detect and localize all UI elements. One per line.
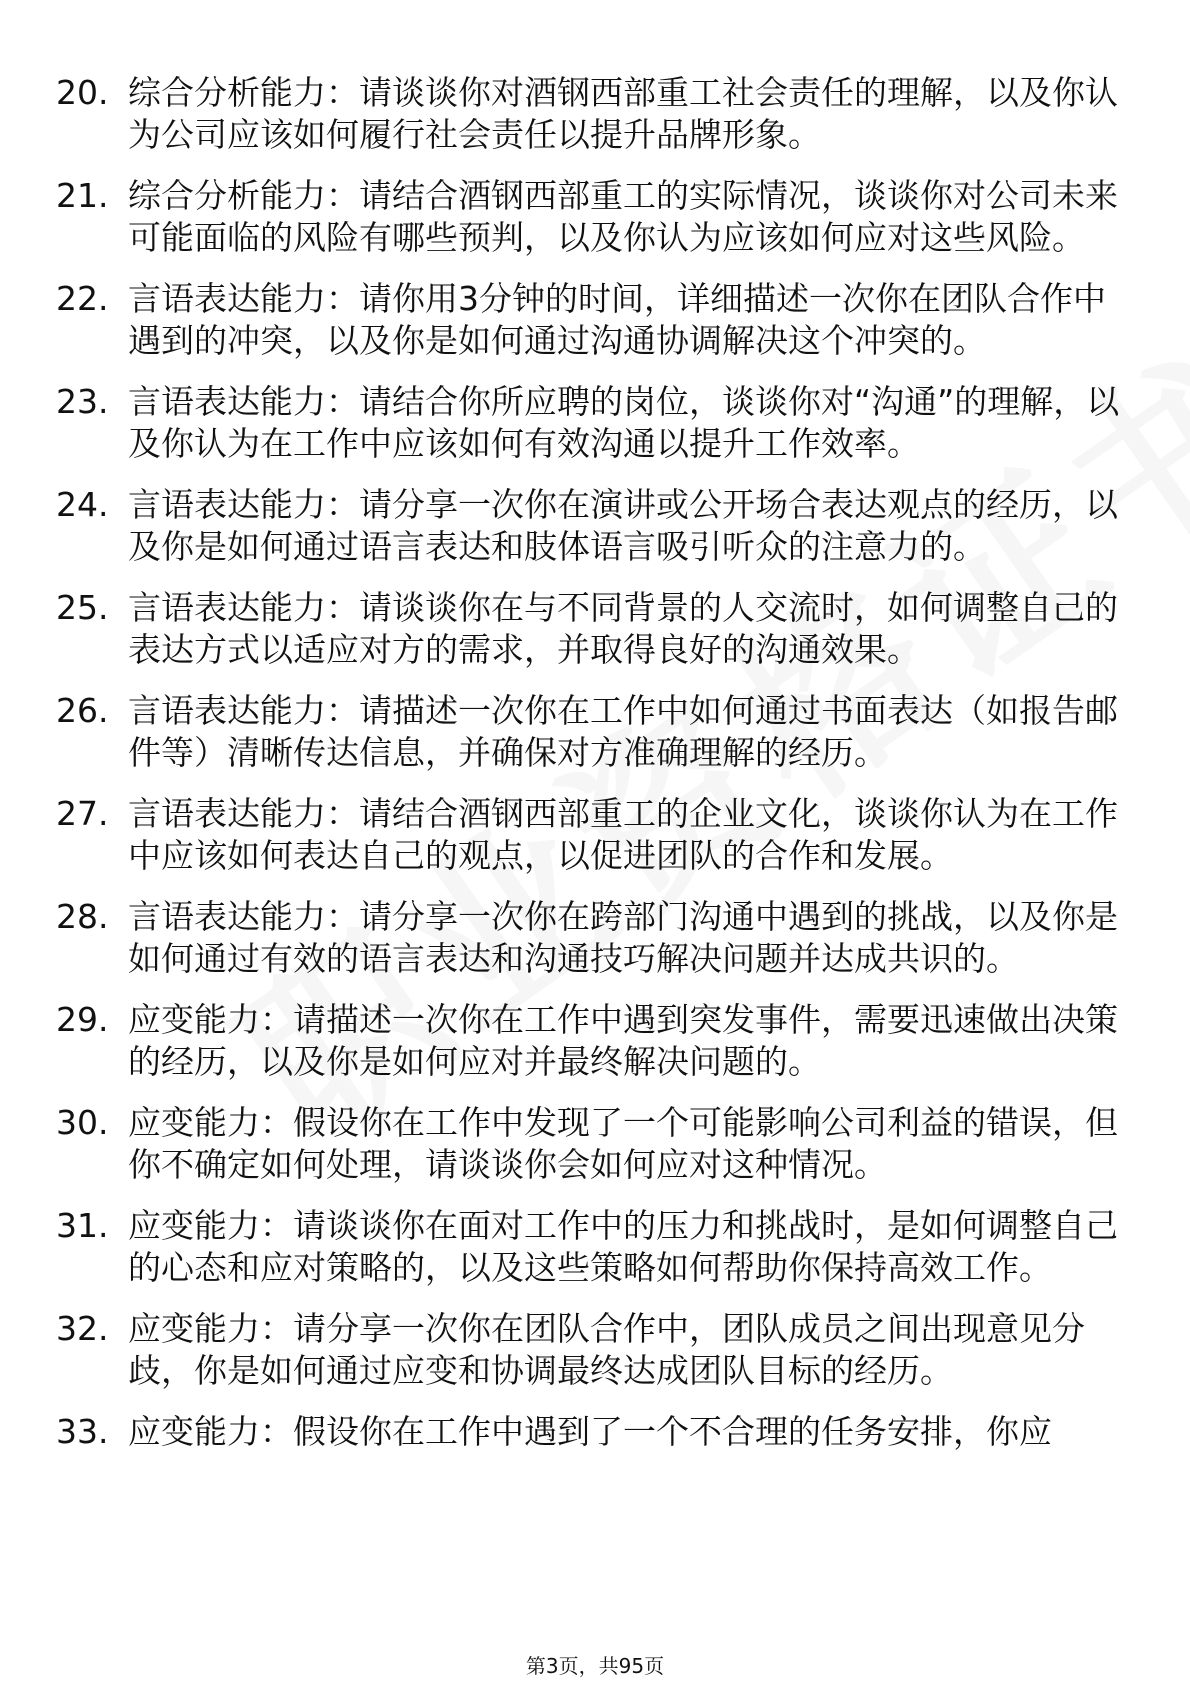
question-number: 29. [56,1000,109,1039]
question-item-20 [0,72,1190,156]
question-text: 言语表达能力：请分享一次你在跨部门沟通中遇到的挑战，以及你是如何通过有效的语言表达和沟通技巧解决问题并达成共识的。 [128,897,1118,978]
question-text: 综合分析能力：请谈谈你对酒钢西部重工社会责任的理解，以及你认为公司应该如何履行社会责任以提升品牌形象。 [128,73,1118,154]
question-list [0,72,1190,1472]
question-item-33 [0,1411,1190,1453]
question-number: 27. [56,794,109,833]
question-text: 言语表达能力：请分享一次你在演讲或公开场合表达观点的经历，以及你是如何通过语言表达和肢体语言吸引听众的注意力的。 [128,485,1118,566]
question-item-27 [0,793,1190,877]
question-item-28 [0,896,1190,980]
question-text: 言语表达能力：请结合酒钢西部重工的企业文化，谈谈你认为在工作中应该如何表达自己的观点，以促进团队的合作和发展。 [128,794,1118,875]
question-number: 32. [56,1309,109,1348]
question-number: 26. [56,691,109,730]
question-item-24 [0,484,1190,568]
question-item-31 [0,1205,1190,1289]
page-footer [0,1654,1190,1678]
question-text: 应变能力：请谈谈你在面对工作中的压力和挑战时，是如何调整自己的心态和应对策略的，以及这些策略如何帮助你保持高效工作。 [128,1206,1118,1287]
question-text: 应变能力：请分享一次你在团队合作中，团队成员之间出现意见分歧，你是如何通过应变和协调最终达成团队目标的经历。 [128,1309,1085,1390]
question-number: 28. [56,897,109,936]
question-text: 应变能力：假设你在工作中发现了一个可能影响公司利益的错误，但你不确定如何处理，请谈谈你会如何应对这种情况。 [128,1103,1118,1184]
page-number-label: 第3页，共95页 [525,1654,665,1678]
question-number: 23. [56,382,109,421]
question-item-23 [0,381,1190,465]
question-number: 30. [56,1103,109,1142]
question-item-26 [0,690,1190,774]
question-text: 言语表达能力：请谈谈你在与不同背景的人交流时，如何调整自己的表达方式以适应对方的需求，并取得良好的沟通效果。 [128,588,1118,669]
question-number: 20. [56,73,109,112]
question-number: 21. [56,176,109,215]
question-number: 31. [56,1206,109,1245]
question-text: 应变能力：请描述一次你在工作中遇到突发事件，需要迅速做出决策的经历，以及你是如何应对并最终解决问题的。 [128,1000,1118,1081]
question-item-25 [0,587,1190,671]
question-item-30 [0,1102,1190,1186]
question-number: 33. [56,1412,109,1451]
question-text: 言语表达能力：请你用3分钟的时间，详细描述一次你在团队合作中遇到的冲突，以及你是如何通过沟通协调解决这个冲突的。 [128,279,1106,360]
question-text: 言语表达能力：请描述一次你在工作中如何通过书面表达（如报告邮件等）清晰传达信息，并确保对方准确理解的经历。 [128,691,1118,772]
question-text: 应变能力：假设你在工作中遇到了一个不合理的任务安排，你应 [128,1412,1052,1451]
question-item-21 [0,175,1190,259]
question-number: 24. [56,485,109,524]
question-item-29 [0,999,1190,1083]
question-text: 言语表达能力：请结合你所应聘的岗位，谈谈你对“沟通”的理解，以及你认为在工作中应该如何有效沟通以提升工作效率。 [128,382,1120,463]
question-text: 综合分析能力：请结合酒钢西部重工的实际情况，谈谈你对公司未来可能面临的风险有哪些预判，以及你认为应该如何应对这些风险。 [128,176,1118,257]
question-item-22 [0,278,1190,362]
question-item-32 [0,1308,1190,1392]
question-number: 22. [56,279,109,318]
question-number: 25. [56,588,109,627]
